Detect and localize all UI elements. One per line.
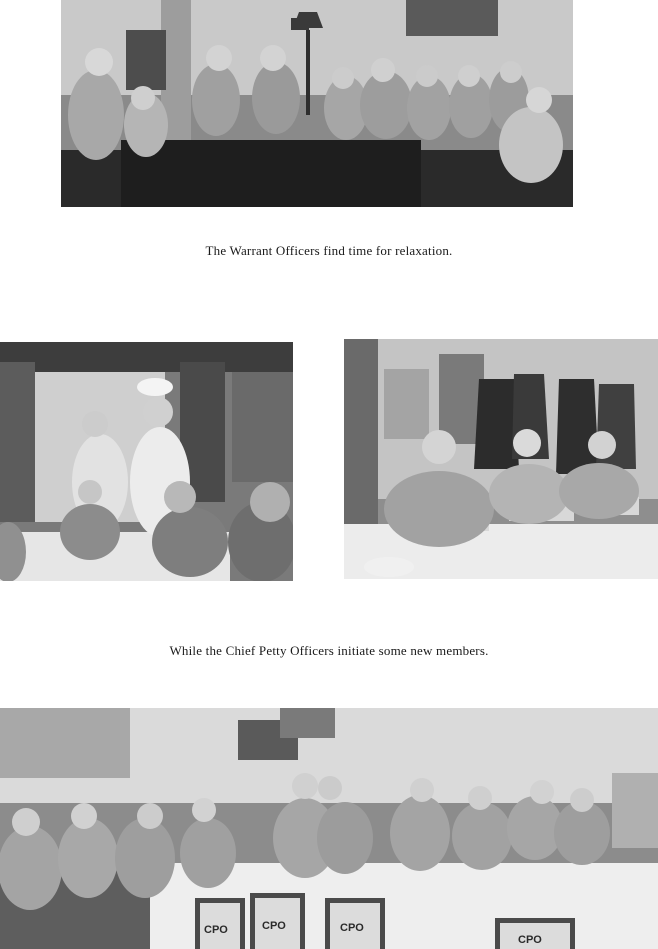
warrant-officers-photo-icon (61, 0, 573, 207)
warrant-officers-caption: The Warrant Officers find time for relaxation. (205, 243, 453, 258)
cpo-cooks-photo-icon (0, 342, 293, 581)
cpo-cooks-photo (0, 342, 293, 581)
chair-label: CPO (204, 924, 228, 936)
cpo-coatrack-photo-icon (344, 339, 658, 579)
cpo-mess-photo (0, 708, 658, 949)
chair-label: CPO (340, 922, 364, 934)
chief-petty-officers-caption: While the Chief Petty Officers initiate some new members. (169, 643, 489, 658)
cpo-mess-photo-icon (0, 708, 658, 949)
warrant-officers-photo (61, 0, 573, 207)
cpo-coatrack-photo (344, 339, 658, 579)
chair-label: CPO (518, 934, 542, 946)
chair-label: CPO (262, 920, 286, 932)
